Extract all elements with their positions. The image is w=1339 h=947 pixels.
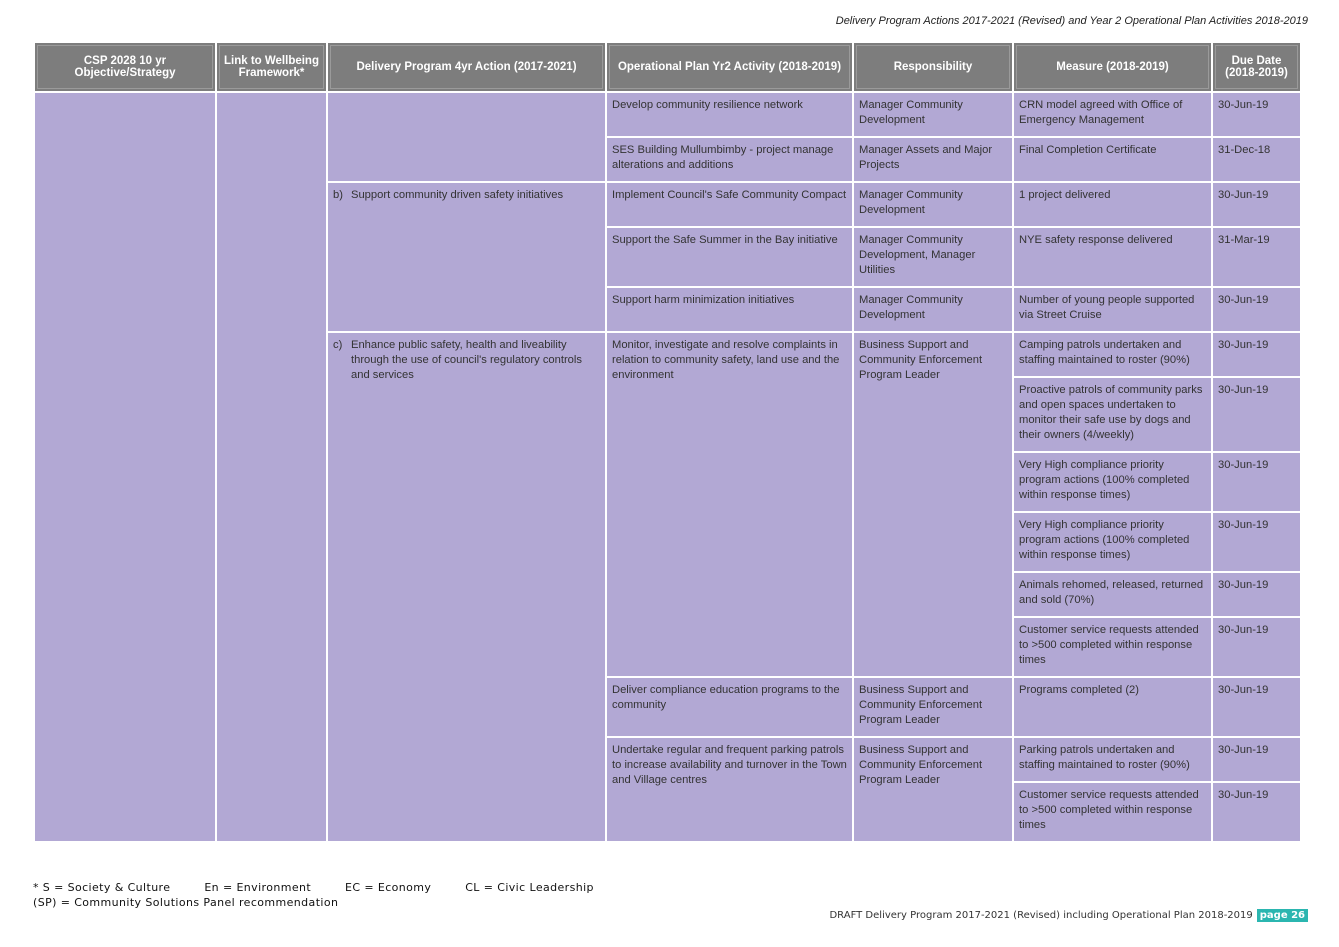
due-date-cell: 30-Jun-19 [1212, 287, 1301, 332]
due-date-cell: 30-Jun-19 [1212, 92, 1301, 137]
activity-cell: Undertake regular and frequent parking patrols to increase availability and turnover in the Town and Village centres [606, 737, 853, 842]
col-header-wellbeing: Link to Wellbeing Framework* [216, 42, 327, 92]
responsibility-cell: Business Support and Community Enforcement Program Leader [853, 677, 1013, 737]
col-header-csp: CSP 2028 10 yr Objective/Strategy [34, 42, 216, 92]
col-header-delivery: Delivery Program 4yr Action (2017-2021) [327, 42, 606, 92]
csp-cell [34, 92, 216, 842]
page-footer [829, 909, 1308, 922]
measure-cell: Proactive patrols of community parks and open spaces undertaken to monitor their safe use by dogs and their owners (4/weekly) [1013, 377, 1212, 452]
measure-cell: Parking patrols undertaken and staffing maintained to roster (90%) [1013, 737, 1212, 782]
measure-cell: Number of young people supported via Street Cruise [1013, 287, 1212, 332]
action-text: Enhance public safety, health and liveability through the use of council's regulatory controls and services [351, 339, 582, 381]
document-header: Delivery Program Actions 2017-2021 (Revised) and Year 2 Operational Plan Activities 2018-2019 [835, 15, 1308, 27]
due-date-cell: 30-Jun-19 [1212, 617, 1301, 677]
delivery-action-cell [327, 332, 606, 842]
measure-cell: Customer service requests attended to >500 completed within response times [1013, 782, 1212, 842]
responsibility-cell: Business Support and Community Enforcement Program Leader [853, 332, 1013, 677]
measure-cell: Programs completed (2) [1013, 677, 1212, 737]
due-date-cell: 30-Jun-19 [1212, 572, 1301, 617]
footnote-civic: CL = Civic Leadership [465, 881, 594, 894]
footer-text: DRAFT Delivery Program 2017-2021 (Revised) including Operational Plan 2018-2019 [829, 910, 1253, 921]
due-date-cell: 30-Jun-19 [1212, 512, 1301, 572]
action-letter: c) [333, 339, 343, 351]
responsibility-cell: Manager Assets and Major Projects [853, 137, 1013, 182]
activity-cell: Develop community resilience network [606, 92, 853, 137]
due-date-cell: 31-Dec-18 [1212, 137, 1301, 182]
footnote-economy: EC = Economy [345, 881, 432, 894]
action-text: Support community driven safety initiatives [351, 189, 564, 201]
measure-cell: Final Completion Certificate [1013, 137, 1212, 182]
measure-cell: NYE safety response delivered [1013, 227, 1212, 287]
page-number-badge: page 26 [1257, 909, 1308, 922]
due-date-cell: 30-Jun-19 [1212, 737, 1301, 782]
due-date-cell: 30-Jun-19 [1212, 332, 1301, 377]
measure-cell: 1 project delivered [1013, 182, 1212, 227]
measure-cell: Very High compliance priority program actions (100% completed within response times) [1013, 512, 1212, 572]
due-date-cell: 30-Jun-19 [1212, 377, 1301, 452]
col-header-due: Due Date (2018-2019) [1212, 42, 1301, 92]
wellbeing-cell [216, 92, 327, 842]
due-date-cell: 30-Jun-19 [1212, 677, 1301, 737]
activity-cell: Support harm minimization initiatives [606, 287, 853, 332]
activity-cell: Monitor, investigate and resolve complaints in relation to community safety, land use and the environment [606, 332, 853, 677]
table-row [34, 92, 1301, 137]
col-header-operational: Operational Plan Yr2 Activity (2018-2019) [606, 42, 853, 92]
activity-cell: SES Building Mullumbimby - project manage alterations and additions [606, 137, 853, 182]
measure-cell: Camping patrols undertaken and staffing maintained to roster (90%) [1013, 332, 1212, 377]
plan-table [33, 41, 1302, 843]
delivery-action-cell [327, 92, 606, 182]
due-date-cell: 31-Mar-19 [1212, 227, 1301, 287]
activity-cell: Support the Safe Summer in the Bay initiative [606, 227, 853, 287]
responsibility-cell: Manager Community Development [853, 182, 1013, 227]
activity-cell: Implement Council's Safe Community Compact [606, 182, 853, 227]
due-date-cell: 30-Jun-19 [1212, 182, 1301, 227]
col-header-measure: Measure (2018-2019) [1013, 42, 1212, 92]
measure-cell: Animals rehomed, released, returned and sold (70%) [1013, 572, 1212, 617]
measure-cell: Very High compliance priority program actions (100% completed within response times) [1013, 452, 1212, 512]
responsibility-cell: Manager Community Development, Manager Utilities [853, 227, 1013, 287]
footnote-society: * S = Society & Culture [33, 881, 171, 894]
measure-cell: CRN model agreed with Office of Emergency Management [1013, 92, 1212, 137]
footnote-sp: (SP) = Community Solutions Panel recommendation [33, 896, 339, 909]
responsibility-cell: Manager Community Development [853, 92, 1013, 137]
footnote-environment: En = Environment [204, 881, 312, 894]
delivery-action-cell [327, 182, 606, 332]
measure-cell: Customer service requests attended to >500 completed within response times [1013, 617, 1212, 677]
responsibility-cell: Manager Community Development [853, 287, 1013, 332]
col-header-responsibility: Responsibility [853, 42, 1013, 92]
activity-cell: Deliver compliance education programs to the community [606, 677, 853, 737]
action-letter: b) [333, 189, 343, 201]
due-date-cell: 30-Jun-19 [1212, 782, 1301, 842]
table-header-row [34, 42, 1301, 92]
footnote-legend [33, 881, 624, 894]
due-date-cell: 30-Jun-19 [1212, 452, 1301, 512]
responsibility-cell: Business Support and Community Enforcement Program Leader [853, 737, 1013, 842]
